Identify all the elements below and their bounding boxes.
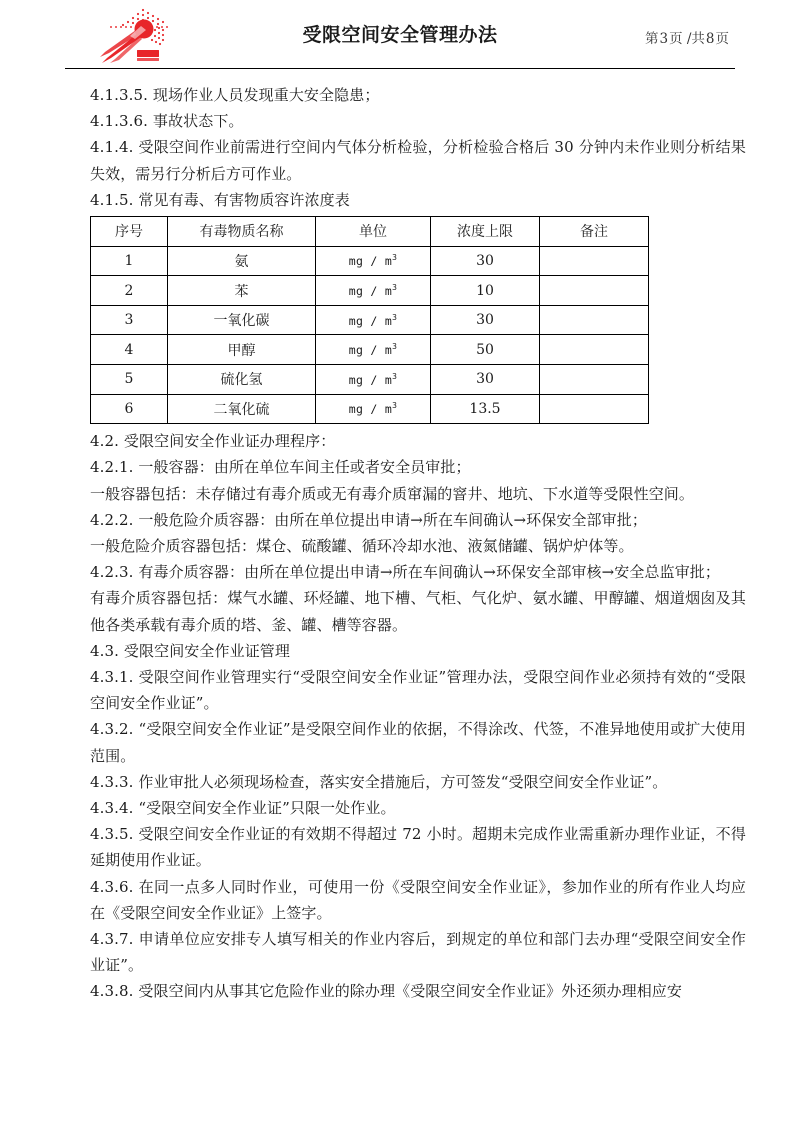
toxic-substance-concentration-table xyxy=(90,216,649,424)
table-header-row xyxy=(91,217,649,247)
table-row xyxy=(91,394,649,424)
column-header-unit: 单位 xyxy=(316,217,431,247)
paragraph-4-2-1: 4.2.1. 一般容器：由所在单位车间主任或者安全员审批； xyxy=(90,458,471,477)
cell-remark xyxy=(540,394,649,424)
cell-name: 甲醇 xyxy=(168,335,316,365)
paragraph-4-1-3-5: 4.1.3.5. 现场作业人员发现重大安全隐患； xyxy=(90,86,380,104)
cell-limit: 50 xyxy=(431,335,540,365)
document-body xyxy=(90,82,746,1005)
cell-index: 1 xyxy=(91,246,168,276)
page-mid-label: 页 /共 xyxy=(669,31,705,47)
column-header-name: 有毒物质名称 xyxy=(168,217,316,247)
page-indicator xyxy=(645,27,729,47)
unit-base: mg / m xyxy=(348,402,393,417)
page-current-number: 3 xyxy=(659,31,669,47)
cell-remark xyxy=(540,335,649,365)
table-row xyxy=(91,276,649,306)
unit-exponent: 3 xyxy=(392,371,398,381)
unit-base: mg / m xyxy=(348,283,393,298)
paragraph-4-1-4: 4.1.4. 受限空间作业前需进行空间内气体分析检验，分析检验合格后 30 分钟内未作业则分析结果失效，需另行分析后方可作业。 xyxy=(90,138,746,183)
unit-base: mg / m xyxy=(348,372,393,387)
paragraph-4-3-7: 4.3.7. 申请单位应安排专人填写相关的作业内容后，到规定的单位和部门去办理“受限空间安全作业证”。 xyxy=(90,930,746,975)
cell-index: 4 xyxy=(91,335,168,365)
paragraph-4-2-3: 4.2.3. 有毒介质容器：由所在单位提出申请→所在车间确认→环保安全部审核→安全总监审批； xyxy=(90,563,721,582)
unit-exponent: 3 xyxy=(392,312,398,322)
page-header xyxy=(65,0,735,68)
cell-name: 一氧化碳 xyxy=(168,305,316,335)
unit-base: mg / m xyxy=(348,343,393,358)
paragraph-4-1-5-table-caption: 4.1.5. 常见有毒、有害物质容许浓度表 xyxy=(90,190,350,209)
cell-name: 苯 xyxy=(168,276,316,306)
cell-limit: 30 xyxy=(431,305,540,335)
paragraph-4-3-4: 4.3.4. “受限空间安全作业证”只限一处作业。 xyxy=(90,799,396,818)
cell-remark xyxy=(540,276,649,306)
column-header-limit: 浓度上限 xyxy=(431,217,540,247)
cell-unit xyxy=(316,394,431,424)
paragraph-4-2-1-detail: 一般容器包括：未存储过有毒介质或无有毒介质窜漏的窨井、地坑、下水道等受限性空间。 xyxy=(90,484,695,503)
cell-unit xyxy=(316,276,431,306)
column-header-remark: 备注 xyxy=(540,217,649,247)
paragraph-4-2-2-detail: 一般危险介质容器包括：煤仓、硫酸罐、循环冷却水池、液氮储罐、锅炉炉体等。 xyxy=(90,536,634,555)
cell-limit: 30 xyxy=(431,364,540,394)
cell-limit: 30 xyxy=(431,246,540,276)
paragraph-4-2-3-detail: 有毒介质容器包括：煤气水罐、环烃罐、地下槽、气柜、气化炉、氨水罐、甲醇罐、烟道烟囱及其他各类承载有毒介质的塔、釜、罐、槽等容器。 xyxy=(90,589,746,634)
unit-base: mg / m xyxy=(348,313,393,328)
page-total-number: 8 xyxy=(705,31,715,47)
header-divider xyxy=(65,68,735,69)
unit-exponent: 3 xyxy=(392,401,398,411)
paragraph-4-3-5: 4.3.5. 受限空间安全作业证的有效期不得超过 72 小时。超期未完成作业需重新办理作业证，不得延期使用作业证。 xyxy=(90,825,746,870)
table-row xyxy=(91,305,649,335)
cell-remark xyxy=(540,305,649,335)
cell-limit: 13.5 xyxy=(431,394,540,424)
paragraph-4-2: 4.2. 受限空间安全作业证办理程序： xyxy=(90,432,336,451)
cell-name: 氨 xyxy=(168,246,316,276)
column-header-index: 序号 xyxy=(91,217,168,247)
cell-index: 5 xyxy=(91,364,168,394)
unit-exponent: 3 xyxy=(392,253,398,263)
cell-unit xyxy=(316,364,431,394)
paragraph-4-1-3-6: 4.1.3.6. 事故状态下。 xyxy=(90,112,244,131)
paragraph-4-3-6: 4.3.6. 在同一点多人同时作业，可使用一份《受限空间安全作业证》，参加作业的所有作业人均应在《受限空间安全作业证》上签字。 xyxy=(90,877,746,922)
cell-index: 3 xyxy=(91,305,168,335)
paragraph-4-3: 4.3. 受限空间安全作业证管理 xyxy=(90,641,290,660)
table-row xyxy=(91,364,649,394)
unit-exponent: 3 xyxy=(392,342,398,352)
paragraph-4-3-3: 4.3.3. 作业审批人必须现场检查，落实安全措施后，方可签发“受限空间安全作业证”。 xyxy=(90,772,668,791)
unit-base: mg / m xyxy=(348,254,393,269)
cell-index: 6 xyxy=(91,394,168,424)
cell-unit xyxy=(316,305,431,335)
paragraph-4-3-2: 4.3.2. “受限空间安全作业证”是受限空间作业的依据，不得涂改、代签，不准异地使用或扩大使用范围。 xyxy=(90,720,746,765)
page-prefix-label: 第 xyxy=(644,31,659,47)
cell-remark xyxy=(540,364,649,394)
cell-remark xyxy=(540,246,649,276)
unit-exponent: 3 xyxy=(392,283,398,293)
cell-name: 二氧化硫 xyxy=(168,394,316,424)
table-row xyxy=(91,246,649,276)
cell-name: 硫化氢 xyxy=(168,364,316,394)
paragraph-4-3-8: 4.3.8. 受限空间内从事其它危险作业的除办理《受限空间安全作业证》外还须办理相应安 xyxy=(90,982,683,1001)
page-suffix-label: 页 xyxy=(715,31,729,47)
cell-limit: 10 xyxy=(431,276,540,306)
table-row xyxy=(91,335,649,365)
cell-unit xyxy=(316,335,431,365)
toxic-substance-table-wrapper xyxy=(90,216,648,424)
paragraph-4-3-1: 4.3.1. 受限空间作业管理实行“受限空间安全作业证”管理办法，受限空间作业必须持有效的“受限空间安全作业证”。 xyxy=(90,668,746,713)
cell-index: 2 xyxy=(91,276,168,306)
document-title: 受限空间安全管理办法 xyxy=(302,24,498,46)
paragraph-4-2-2: 4.2.2. 一般危险介质容器：由所在单位提出申请→所在车间确认→环保安全部审批； xyxy=(90,510,647,529)
cell-unit xyxy=(316,246,431,276)
